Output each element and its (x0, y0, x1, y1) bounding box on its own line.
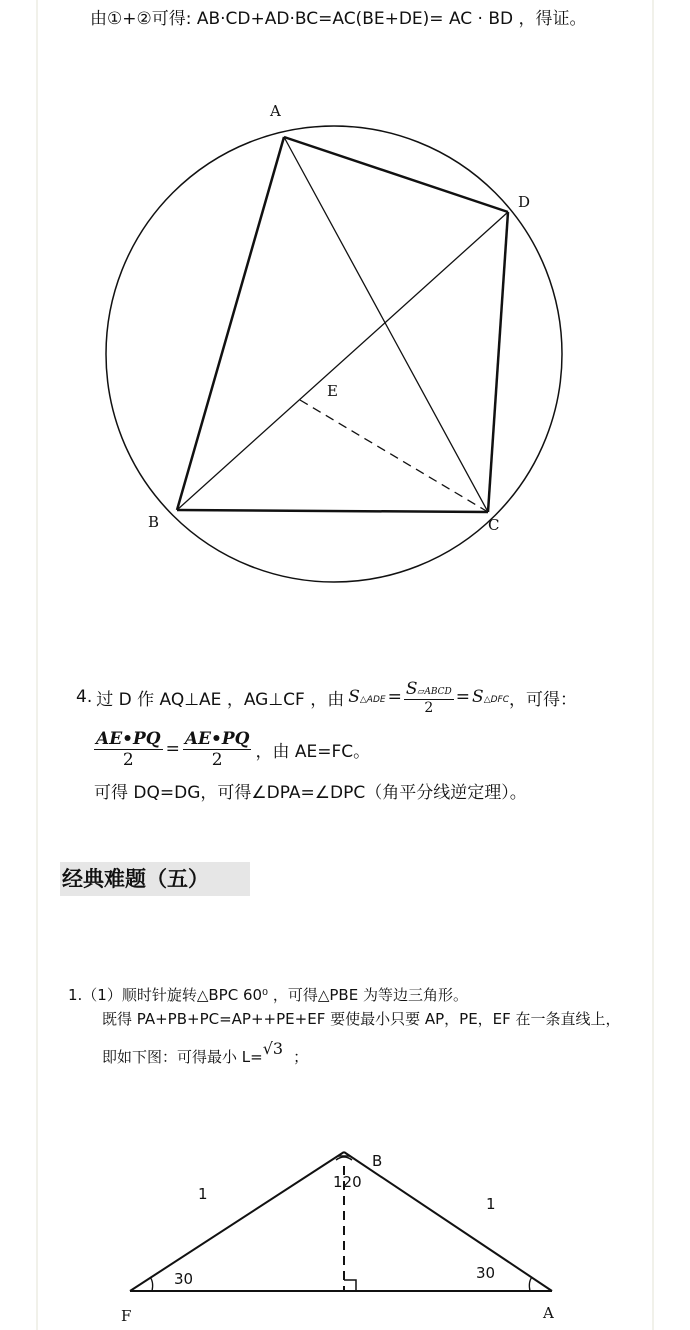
diagonal-bd (177, 212, 508, 510)
s-abcd-symbol: S (405, 678, 418, 699)
equals-2: = (455, 687, 471, 707)
circumcircle (106, 126, 562, 582)
fraction-parallelogram-half (404, 679, 454, 716)
s-abcd-sub: ▱ABCD (417, 686, 452, 697)
side-fb (130, 1152, 344, 1291)
s-ade (348, 687, 385, 707)
section-heading: 经典难题（五） (60, 862, 250, 896)
s-ade-symbol: S (348, 687, 360, 707)
label-e: E (327, 382, 338, 400)
item4-line3: 可得 DQ=DG，可得∠DPA=∠DPC（角平分线逆定理）。 (94, 783, 527, 803)
diagonal-ac (284, 137, 488, 512)
left-angle-arc (150, 1277, 153, 1291)
label-right-side: 1 (486, 1195, 496, 1213)
figure-isoceles-triangle (0, 1130, 690, 1330)
proof-conclusion-line: 由①+②可得: AB·CD+AD·BC=AC(BE+DE)= AC · BD ，得证。 (90, 9, 587, 29)
label-b: B (148, 513, 160, 531)
side-bc (177, 510, 488, 512)
s-dfc-symbol: S (472, 687, 484, 707)
item5-line2: 既得 PA+PB+PC=AP++PE+EF 要使最小只要 AP，PE，EF 在一条直线上， (102, 1010, 621, 1028)
label-d: D (518, 193, 531, 211)
label-top-angle: 120 (333, 1173, 362, 1191)
s-ade-sub: △ADE (359, 695, 386, 705)
label-left-angle: 30 (174, 1270, 194, 1288)
item4-line1 (76, 672, 577, 722)
equals-1: = (387, 687, 402, 707)
label-f: F (121, 1307, 132, 1325)
s-dfc-sub: △DFC (483, 695, 509, 705)
item4-line2 (94, 722, 370, 776)
right-angle-mark (344, 1280, 356, 1291)
item5-line1: 1.（1）顺时针旋转△BPC 60⁰ ，可得△PBE 为等边三角形。 (68, 986, 468, 1004)
label-a: A (270, 102, 281, 120)
side-ab (177, 137, 284, 510)
fraction-denominator: 2 (424, 699, 434, 716)
label-c: C (488, 516, 500, 534)
top-angle-arc (336, 1157, 352, 1160)
side-ba (344, 1152, 552, 1291)
side-dc (488, 212, 508, 512)
fraction-ae-pq-right (183, 729, 252, 770)
item4-text1: 过 D 作 AQ⊥AE ，AG⊥CF ，由 (96, 689, 345, 710)
s-dfc (472, 687, 509, 707)
min-length-value: √3 (262, 1039, 284, 1058)
item4-text3: ，由 AE=FC。 (255, 741, 371, 762)
item4-number: 4. (76, 687, 93, 707)
fraction-left-numerator: AE•PQ (96, 728, 161, 749)
item5-line3-suffix: ； (293, 1048, 309, 1066)
item5-line3-prefix: 即如下图：可得最小 L= (102, 1048, 263, 1066)
label-right-angle: 30 (476, 1264, 496, 1282)
fraction-ae-pq-left (94, 729, 163, 770)
fraction-left-denominator: 2 (122, 749, 134, 770)
segment-ce-dashed (300, 400, 488, 512)
label-left-side: 1 (198, 1185, 208, 1203)
item4-text2: ，可得： (509, 689, 577, 710)
item5-line3 (102, 1039, 309, 1067)
fraction-right-denominator: 2 (211, 749, 223, 770)
label-b2: B (372, 1152, 383, 1170)
right-angle-arc (529, 1277, 532, 1291)
fraction-numerator (404, 679, 454, 700)
fraction-right-numerator: AE•PQ (184, 728, 250, 749)
label-a2: A (543, 1304, 554, 1322)
equals-3: = (165, 739, 180, 759)
figure-cyclic-quadrilateral (0, 80, 690, 680)
